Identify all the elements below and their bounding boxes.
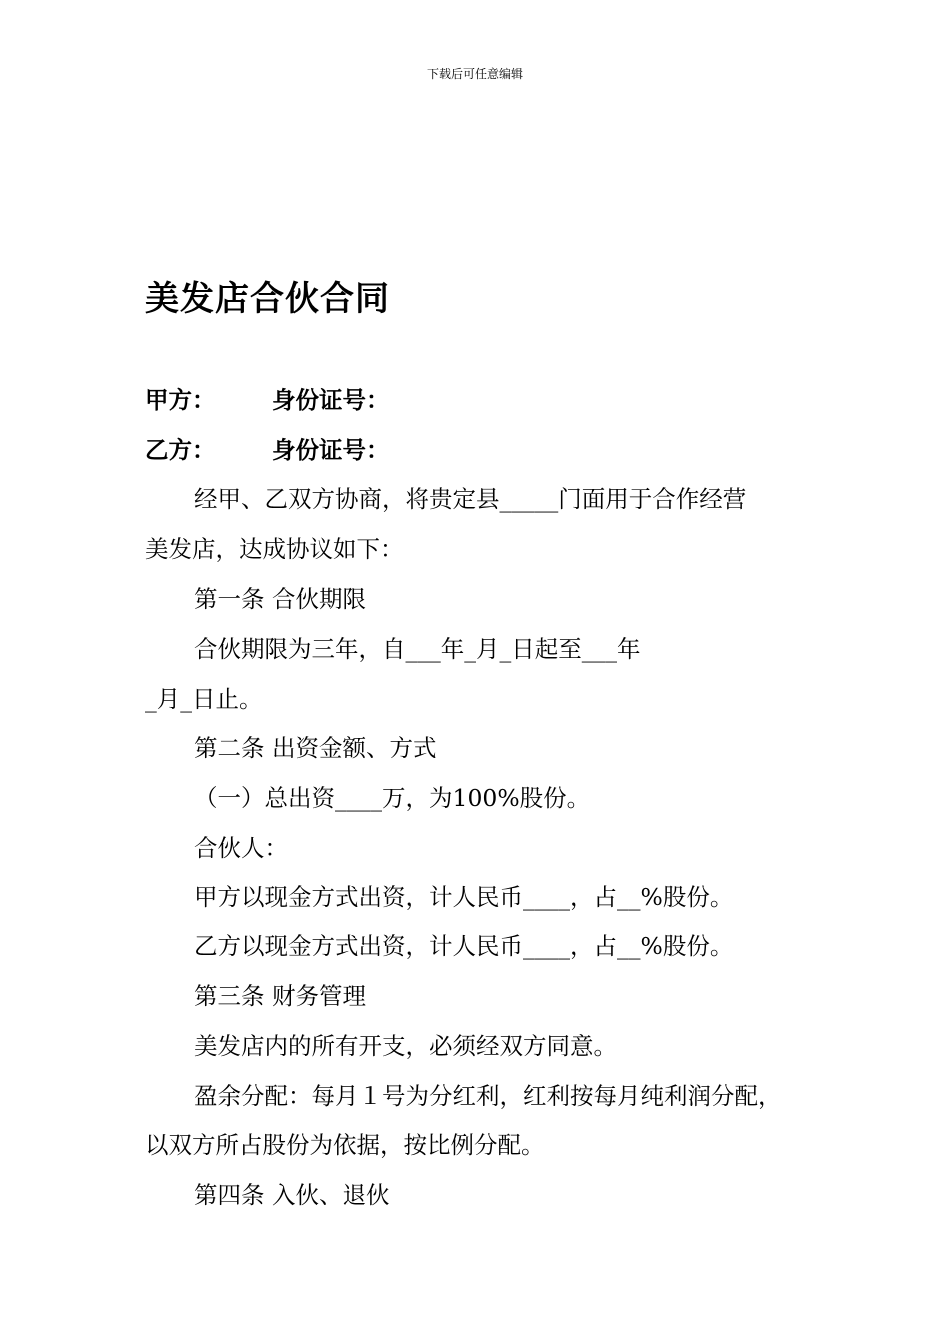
party-a-id-label: 身份证号： — [272, 386, 390, 414]
article-3-text-1: 美发店内的所有开支，必须经双方同意。 — [194, 1032, 617, 1060]
party-b-label: 乙方： — [145, 436, 216, 464]
article-2-title: 第二条 出资金额、方式 — [194, 734, 437, 762]
article-2-total: （一）总出资____万，为100%股份。 — [194, 784, 591, 812]
party-b-id-label: 身份证号： — [272, 436, 390, 464]
party-a-label: 甲方： — [145, 386, 216, 414]
intro-line-1: 经甲、乙双方协商，将贵定县_____门面用于合作经营 — [194, 485, 747, 513]
intro-line-2: 美发店，达成协议如下： — [145, 535, 404, 563]
article-1-title: 第一条 合伙期限 — [194, 585, 366, 613]
article-3-title: 第三条 财务管理 — [194, 982, 366, 1010]
article-2-party-a: 甲方以现金方式出资，计人民币____，占__%股份。 — [194, 883, 734, 911]
document-title: 美发店合伙合同 — [145, 279, 390, 319]
page-header: 下载后可任意编辑 — [426, 67, 523, 81]
article-1-text-1: 合伙期限为三年，自___年_月_日起至___年 — [194, 635, 641, 663]
article-4-title: 第四条 入伙、退伙 — [194, 1181, 390, 1209]
article-3-text-2: 盈余分配：每月１号为分红利，红利按每月纯利润分配， — [194, 1082, 782, 1110]
article-2-partners: 合伙人： — [194, 834, 288, 862]
article-1-text-2: _月_日止。 — [145, 685, 263, 713]
article-3-text-3: 以双方所占股份为依据，按比例分配。 — [145, 1131, 545, 1159]
article-2-party-b: 乙方以现金方式出资，计人民币____，占__%股份。 — [194, 932, 734, 960]
